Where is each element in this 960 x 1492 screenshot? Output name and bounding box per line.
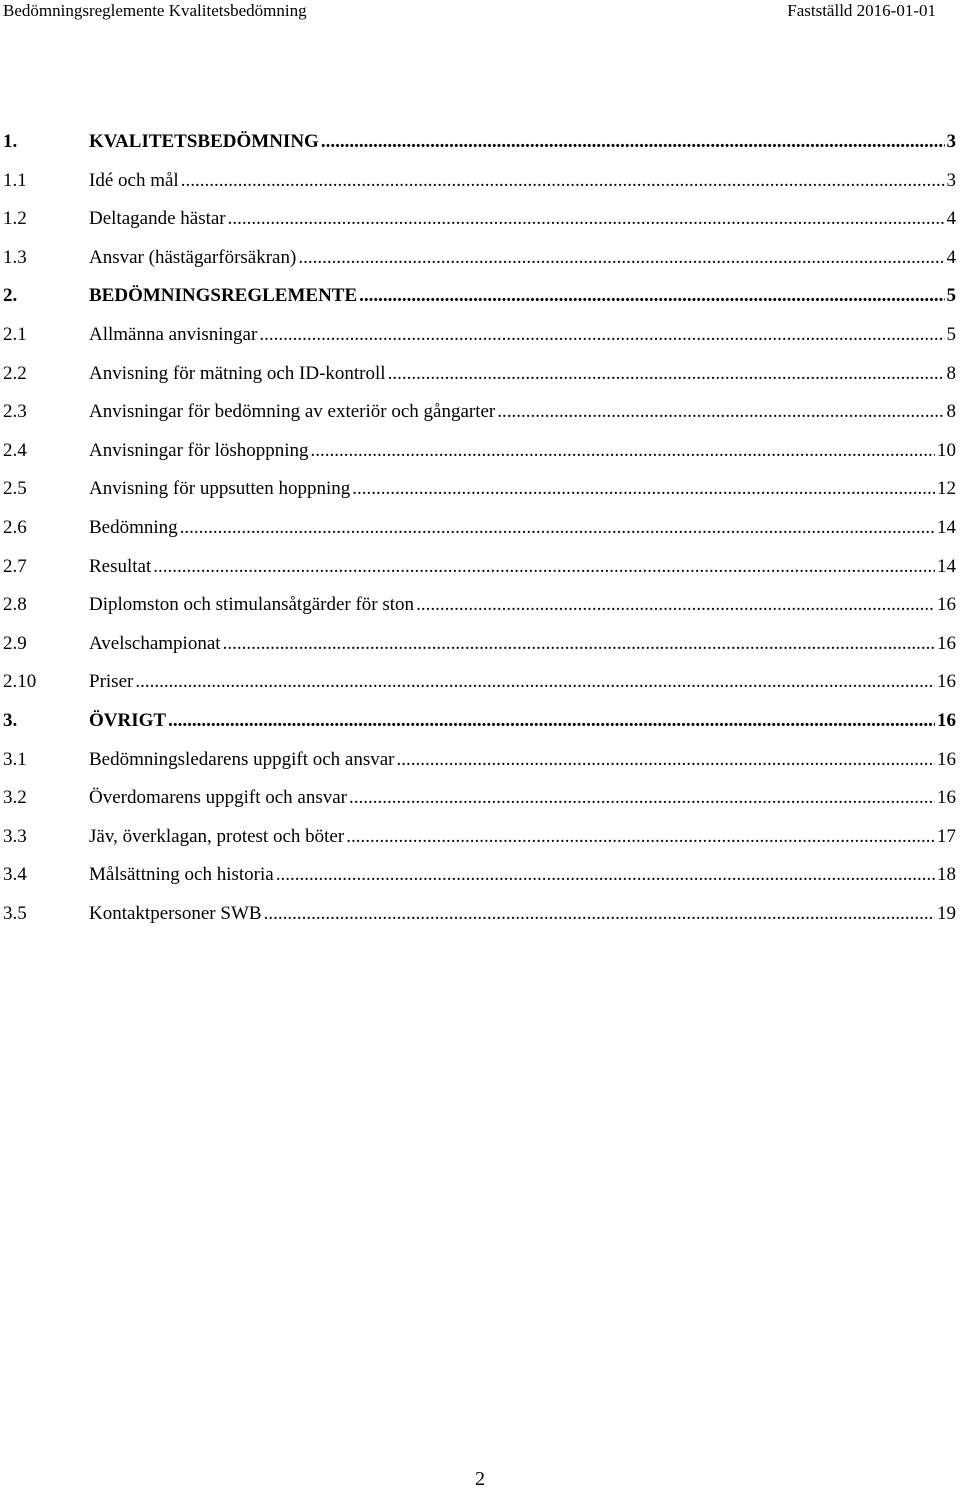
toc-dot-leader [259, 316, 944, 355]
toc-entry-page[interactable]: 8 [946, 362, 956, 384]
toc-entry-line [89, 625, 956, 664]
toc-entry-page[interactable]: 16 [937, 632, 956, 654]
toc-entry-number: 2.10 [3, 671, 37, 693]
toc-entry[interactable] [0, 509, 960, 548]
toc-entry[interactable] [0, 316, 960, 355]
toc-entry[interactable] [0, 200, 960, 239]
toc-entry[interactable] [0, 663, 960, 702]
toc-entry-page[interactable]: 16 [937, 594, 956, 616]
toc-dot-leader [397, 741, 935, 780]
toc-entry-page[interactable]: 19 [937, 902, 956, 924]
toc-entry-title[interactable]: Diplomston och stimulansåtgärder för ston [89, 594, 415, 616]
toc-entry-page[interactable]: 5 [946, 323, 956, 345]
page-header [0, 0, 960, 22]
toc-entry-line [89, 895, 956, 934]
toc-entry-line [89, 779, 956, 818]
toc-entry-title[interactable]: ÖVRIGT [89, 709, 167, 731]
toc-entry-line [89, 355, 956, 394]
toc-entry-page[interactable]: 16 [937, 709, 956, 731]
toc-entry-title[interactable]: Bedömningsledarens uppgift och ansvar [89, 748, 395, 770]
toc-entry[interactable] [0, 162, 960, 201]
toc-entry[interactable] [0, 548, 960, 587]
toc-dot-leader [298, 239, 944, 278]
toc-entry[interactable] [0, 895, 960, 934]
toc-entry[interactable] [0, 239, 960, 278]
toc-entry-line [89, 741, 956, 780]
toc-entry-title[interactable]: Deltagande hästar [89, 208, 226, 230]
toc-entry-number: 1.1 [3, 169, 27, 191]
toc-entry-title[interactable]: Målsättning och historia [89, 864, 274, 886]
toc-entry[interactable] [0, 818, 960, 857]
toc-entry[interactable] [0, 470, 960, 509]
toc-entry-page[interactable]: 14 [937, 555, 956, 577]
document-title: Bedömningsreglemente Kvalitetsbedömning [3, 1, 307, 20]
toc-entry-title[interactable]: Kontaktpersoner SWB [89, 902, 262, 924]
toc-entry-number: 1. [3, 131, 18, 152]
toc-entry-number: 3.3 [3, 825, 27, 847]
toc-entry-line [89, 239, 956, 278]
toc-entry-page[interactable]: 8 [946, 401, 956, 423]
toc-dot-leader [276, 856, 935, 895]
toc-entry-page[interactable]: 17 [937, 825, 956, 847]
toc-dot-leader [223, 625, 935, 664]
toc-entry-number: 2.1 [3, 323, 27, 345]
toc-entry-number: 3.2 [3, 787, 27, 809]
toc-dot-leader [349, 779, 935, 818]
toc-entry-number: 2.7 [3, 555, 27, 577]
toc-entry-line [89, 123, 956, 162]
toc-entry-title[interactable]: Överdomarens uppgift och ansvar [89, 787, 348, 809]
toc-entry-page[interactable]: 14 [937, 516, 956, 538]
toc-dot-leader [352, 470, 935, 509]
toc-entry-page[interactable]: 16 [937, 787, 956, 809]
toc-entry-title[interactable]: Allmänna anvisningar [89, 323, 258, 345]
toc-entry-number: 2.5 [3, 478, 27, 500]
toc-dot-leader [346, 818, 935, 857]
toc-entry[interactable] [0, 123, 960, 162]
toc-entry-title[interactable]: Jäv, överklagan, protest och böter [89, 825, 345, 847]
toc-dot-leader [416, 586, 935, 625]
toc-dot-leader [497, 393, 944, 432]
toc-entry-number: 3.1 [3, 748, 27, 770]
toc-entry-line [89, 702, 956, 741]
toc-entry-title[interactable]: Priser [89, 671, 134, 693]
toc-entry-line [89, 586, 956, 625]
toc-entry-title[interactable]: Anvisningar för löshoppning [89, 439, 309, 461]
established-date: Fastställd 2016-01-01 [787, 1, 936, 20]
toc-entry-title[interactable]: BEDÖMNINGSREGLEMENTE [89, 285, 358, 307]
toc-entry-number: 2.4 [3, 439, 27, 461]
toc-entry-title[interactable]: Anvisning för uppsutten hoppning [89, 478, 351, 500]
toc-entry-page[interactable]: 4 [946, 246, 956, 268]
toc-entry[interactable] [0, 355, 960, 394]
toc-entry[interactable] [0, 393, 960, 432]
toc-entry-line [89, 856, 956, 895]
toc-entry-number: 2.3 [3, 401, 27, 423]
toc-entry-line [89, 432, 956, 471]
toc-dot-leader [228, 200, 945, 239]
toc-entry-number: 1.2 [3, 208, 27, 230]
toc-entry-title[interactable]: Resultat [89, 555, 152, 577]
toc-dot-leader [311, 432, 935, 471]
toc-entry-number: 2.2 [3, 362, 27, 384]
toc-entry-number: 2. [3, 285, 18, 307]
toc-entry-line [89, 277, 956, 316]
toc-entry-page[interactable]: 16 [937, 671, 956, 693]
toc-entry-line [89, 393, 956, 432]
toc-entry-line [89, 200, 956, 239]
toc-entry-page[interactable]: 3 [946, 169, 956, 191]
toc-entry-page[interactable]: 12 [937, 478, 956, 500]
toc-dot-leader [359, 277, 944, 316]
toc-entry[interactable] [0, 702, 960, 741]
toc-dot-leader [168, 702, 935, 741]
toc-entry-title[interactable]: Bedömning [89, 516, 178, 538]
toc-entry[interactable] [0, 856, 960, 895]
toc-entry-line [89, 818, 956, 857]
toc-entry-line [89, 548, 956, 587]
toc-entry[interactable] [0, 432, 960, 471]
toc-entry-number: 3. [3, 709, 18, 731]
toc-entry-title[interactable]: Anvisning för mätning och ID-kontroll [89, 362, 386, 384]
toc-entry-number: 3.4 [3, 864, 27, 886]
toc-entry-line [89, 316, 956, 355]
toc-entry-title[interactable]: Avelschampionat [89, 632, 221, 654]
toc-entry-title[interactable]: Anvisningar för bedömning av exteriör och gångarter [89, 401, 496, 423]
toc-entry-number: 2.9 [3, 632, 27, 654]
toc-entry-page[interactable]: 3 [946, 131, 956, 152]
toc-entry[interactable] [0, 277, 960, 316]
toc-entry-page[interactable]: 4 [946, 208, 956, 230]
toc-entry-number: 2.6 [3, 516, 27, 538]
toc-entry-number: 1.3 [3, 246, 27, 268]
toc-entry-line [89, 663, 956, 702]
toc-dot-leader [153, 548, 935, 587]
toc-entry-line [89, 509, 956, 548]
toc-entry-number: 2.8 [3, 594, 27, 616]
toc-dot-leader [180, 509, 935, 548]
toc-entry-line [89, 470, 956, 509]
toc-entry[interactable] [0, 741, 960, 780]
toc-entry[interactable] [0, 779, 960, 818]
toc-entry-page[interactable]: 10 [937, 439, 956, 461]
toc-dot-leader [388, 355, 945, 394]
toc-entry-number: 3.5 [3, 902, 27, 924]
toc-entry-title[interactable]: Idé och mål [89, 169, 179, 191]
table-of-contents [0, 123, 960, 933]
toc-entry[interactable] [0, 586, 960, 625]
toc-entry[interactable] [0, 625, 960, 664]
toc-entry-page[interactable]: 16 [937, 748, 956, 770]
toc-entry-title[interactable]: KVALITETSBEDÖMNING [89, 131, 319, 152]
toc-dot-leader [321, 123, 945, 162]
toc-entry-page[interactable]: 18 [937, 864, 956, 886]
toc-dot-leader [135, 663, 935, 702]
toc-entry-page[interactable]: 5 [946, 285, 956, 307]
toc-dot-leader [264, 895, 935, 934]
toc-dot-leader [181, 162, 945, 201]
toc-entry-title[interactable]: Ansvar (hästägarförsäkran) [89, 246, 297, 268]
toc-entry-line [89, 162, 956, 201]
page-number: 2 [475, 1468, 485, 1490]
